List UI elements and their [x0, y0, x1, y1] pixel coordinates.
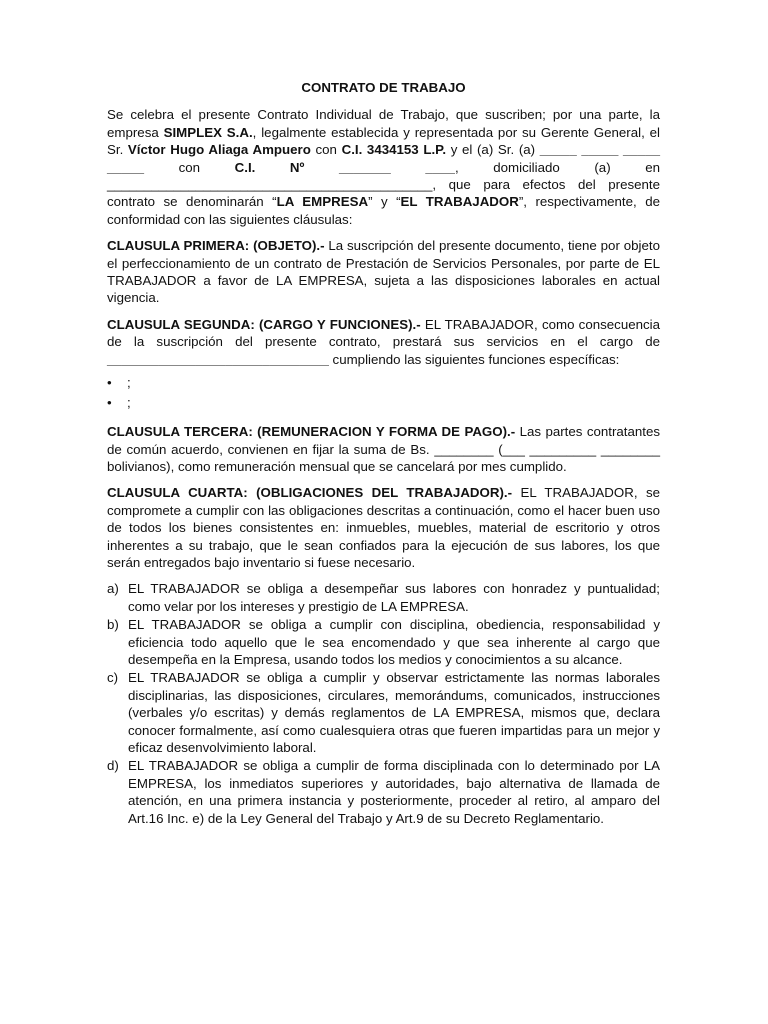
list-item-text: EL TRABAJADOR se obliga a desempeñar sus labores con honradez y puntualidad; como velar por los intereses y prestigio de LA EMPRESA.	[128, 581, 660, 614]
list-item	[107, 374, 660, 394]
list-item	[107, 757, 660, 827]
clause-text: La suscripción del presente documento, tiene por objeto el perfeccionamiento de un contrato de Prestación de Servicios Personales, por parte de EL TRABAJADOR a favor de LA EMPRESA, sujeta a las disposiciones laborales en actual vigencia.	[107, 238, 660, 306]
document-body	[107, 79, 660, 828]
list-item-text: EL TRABAJADOR se obliga a cumplir y observar estrictamente las normas laborales disciplinarias, las disposiciones, circulares, memorándums, comunicados, instrucciones (verbales y/o escritas) y demás reglamentos de LA EMPRESA, mismos que, declara conocer formalmente, así como cualesquiera otras que fueren impartidas para un mejor y eficaz desenvolvimiento laboral.	[128, 670, 660, 755]
clause-text: EL TRABAJADOR, como consecuencia de la suscripción del presente contrato, prestará sus servicios en el cargo de	[107, 316, 661, 350]
clause-2	[107, 316, 660, 368]
clause-text: Las partes contratantes de común acuerdo, convienen en fijar la suma de Bs. ________ (___ _________ ________ bolivianos), como remuneración mensual que se cancelará por mes cumplido.	[107, 424, 660, 474]
intro-text: Se celebra el presente Contrato Individual de Trabajo, que suscriben; por una parte, la empresa	[107, 107, 660, 140]
worker-name-blank: _____ _____ _____ _____	[107, 142, 660, 175]
list-marker: b)	[107, 617, 119, 633]
intro-paragraph	[107, 106, 660, 228]
list-marker: a)	[107, 581, 119, 597]
clause-heading: CLAUSULA TERCERA: (REMUNERACION Y FORMA DE PAGO).-	[107, 424, 516, 440]
list-item-text: ;	[127, 375, 131, 391]
list-marker: c)	[107, 670, 119, 686]
manager-ci: C.I. 3434153 L.P.	[341, 142, 447, 158]
intro-text: ” y “	[368, 194, 401, 210]
intro-text: , legalmente establecida y representada por su Gerente General, el Sr.	[107, 124, 660, 158]
clause-4	[107, 484, 660, 571]
list-item-text: EL TRABAJADOR se obliga a cumplir de forma disciplinada con lo determinado por LA EMPRESA, los inmediatos superiores y autoridades, bajo alternativa de llamada de atención, en una primera instancia y posteriormente, proceder al retiro, al amparo del Art.16 Inc. e) de la Ley General del Trabajo y Art.9 de su Decreto Reglamentario.	[128, 758, 660, 826]
list-item-text: ;	[127, 395, 131, 411]
el-trabajador-term: EL TRABAJADOR	[400, 194, 519, 210]
intro-text: ”, respectivamente, de conformidad con las siguientes cláusulas:	[107, 194, 660, 227]
list-item	[107, 616, 660, 668]
clause-text: EL TRABAJADOR, se compromete a cumplir con las obligaciones descritas a continuación, como el hacer buen uso de todos los bienes consistentes en: inmuebles, muebles, material de escritorio y otros inherentes a su trabajo, que le sean confiados para la ejecución de sus labores, los que serán entregados bajo inventario si fuese necesario.	[107, 485, 660, 570]
intro-text: y el (a) Sr. (a)	[446, 142, 540, 158]
clause-heading: CLAUSULA SEGUNDA: (CARGO Y FUNCIONES).-	[107, 316, 421, 332]
list-item	[107, 669, 660, 756]
list-item-text: EL TRABAJADOR se obliga a cumplir con disciplina, obediencia, responsabilidad y eficiencia todo aquello que le sea encomendado y que sea inherente al cargo que desempeña en la Empresa, usando todos los medios y conocimientos a su alcance.	[128, 617, 660, 667]
intro-text: con	[310, 142, 342, 158]
manager-name: Víctor Hugo Aliaga Ampuero	[127, 142, 311, 158]
intro-text: , domiciliado (a) en ____________________________________________, que para efectos del presente contrato se denominarán “	[107, 159, 661, 210]
list-item	[107, 394, 660, 414]
clause-3	[107, 423, 660, 475]
page-title: CONTRATO DE TRABAJO	[301, 80, 466, 95]
intro-text: con	[143, 159, 235, 175]
company-name: SIMPLEX S.A.	[163, 124, 253, 140]
list-item	[107, 580, 660, 615]
clause-1	[107, 237, 660, 307]
cargo-blank: ______________________________	[107, 351, 329, 367]
function-list	[107, 374, 660, 414]
la-empresa-term: LA EMPRESA	[276, 194, 369, 210]
clause-heading: CLAUSULA CUARTA: (OBLIGACIONES DEL TRABAJADOR).-	[107, 485, 513, 501]
obligations-list	[107, 580, 660, 827]
bullet-icon: •	[107, 375, 112, 391]
list-marker: d)	[107, 758, 119, 774]
clause-text: cumpliendo las siguientes funciones específicas:	[328, 351, 620, 367]
worker-ci-blank: C.I. Nº _______ ____	[234, 159, 455, 175]
clause-heading: CLAUSULA PRIMERA: (OBJETO).-	[107, 238, 325, 254]
bullet-icon: •	[107, 395, 112, 411]
